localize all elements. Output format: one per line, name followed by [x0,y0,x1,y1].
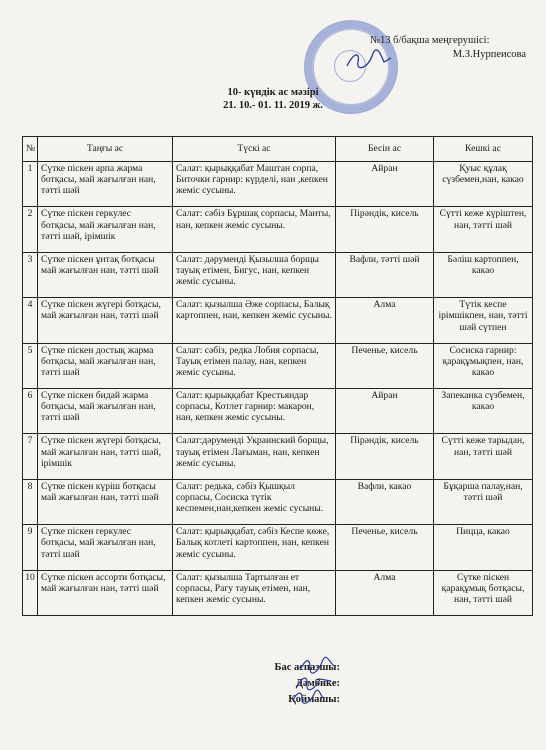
table-row [23,525,533,570]
table-row [23,207,533,252]
lunch-cell: Салат: қырыққабат Крестьяндар сорпасы, Котлет гарнир: макарон, нан, кепкен жеміс сусыны. [173,388,336,433]
header-breakfast: Таңғы ас [38,137,173,162]
table-row [23,298,533,343]
snack-cell: Айран [336,388,434,433]
header-number: № [23,137,38,162]
day-number: 3 [23,252,38,297]
snack-cell: Пірәндік, кисель [336,207,434,252]
day-number: 7 [23,434,38,479]
dinner-cell: Сүтке піскен қарақұмық ботқасы, нан, тәтті шәй [434,570,533,615]
header-lunch: Түскі ас [173,137,336,162]
breakfast-cell: Сүтке піскен күріш ботқасы май жағылған нан, тәтті шәй [38,479,173,524]
day-number: 6 [23,388,38,433]
menu-table [22,136,533,616]
day-number: 10 [23,570,38,615]
day-number: 2 [23,207,38,252]
table-row [23,479,533,524]
lunch-cell: Салат:дәрумендi Украинский борщы, тауық етімен Лағыман, нан, кепкен жеміс сусыны. [173,434,336,479]
dinner-cell: Сүтті кеже тарыдан, нан, тәтті шәй [434,434,533,479]
breakfast-cell: Сүтке піскен ұнтақ ботқасы май жағылған нан, тәтті шәй [38,252,173,297]
header-dinner: Кешкі ас [434,137,533,162]
approval-position: №13 б/бақша меңгерушісі: [370,35,490,46]
snack-cell: Вафли, тәтті шәй [336,252,434,297]
header-row [23,137,533,162]
day-number: 5 [23,343,38,388]
snack-cell: Вафли, какао [336,479,434,524]
snack-cell: Печенье, кисель [336,525,434,570]
day-number: 1 [23,162,38,207]
dinner-cell: Сосиска гарнир: қарақұмықпен, нан, какао [434,343,533,388]
menu-period: 21. 10.- 01. 11. 2019 ж. [223,100,323,111]
lunch-cell: Салат: қырыққабат, сәбіз Кеспе көже, Балық котлеті картоппен, нан, кепкен жеміс сусыны. [173,525,336,570]
breakfast-cell: Сүтке піскен достық жарма ботқасы, май жағылған нан, тәтті шәй [38,343,173,388]
table-row [23,343,533,388]
day-number: 8 [23,479,38,524]
dinner-cell: Қуыс құлақ сүзбемен,нан, какао [434,162,533,207]
lunch-cell: Салат: сәбіз, редка Лобия сорпасы, Тауық етімен палау, нан, кепкен жеміс сусыны. [173,343,336,388]
table-row [23,388,533,433]
lunch-cell: Салат: редька, сәбіз Қышқыл сорпасы, Сосиска түтік кеспемен,нан,кепкен жеміс сусыны. [173,479,336,524]
dinner-cell: Сүтті кеже күріштен, нан, тәтті шәй [434,207,533,252]
lunch-cell: Салат: қызылша Тартылған ет сорпасы, Рагу тауық етімен, нан, кепкен жеміс сусыны. [173,570,336,615]
header-snack: Бесін ас [336,137,434,162]
taster-label: Дәмбике: [295,678,340,689]
breakfast-cell: Сүтке піскен бидай жарма ботқасы, май жағылған нан, тәтті шәй [38,388,173,433]
breakfast-cell: Сүтке піскен ассорти ботқасы, май жағылған нан, тәтті шәй [38,570,173,615]
snack-cell: Печенье, кисель [336,343,434,388]
table-row [23,252,533,297]
breakfast-cell: Сүтке піскен арпа жарма ботқасы, май жағылған нан, тәтті шәй [38,162,173,207]
day-number: 4 [23,298,38,343]
snack-cell: Алма [336,570,434,615]
storekeeper-label: Қоймашы: [288,694,340,705]
dinner-cell: Запеканка сүзбемен, какао [434,388,533,433]
breakfast-cell: Сүтке піскен жүгері ботқасы, май жағылған нан, тәтті шәй [38,298,173,343]
lunch-cell: Салат: дәруменді Қызылша борщы тауық етімен, Бигус, нан, кепкен жеміс сусыны. [173,252,336,297]
lunch-cell: Салат: сәбіз Бұршақ сорпасы, Манты, нан, кепкен жеміс сусыны. [173,207,336,252]
dinner-cell: Бәліш картоппен, какао [434,252,533,297]
snack-cell: Пірәндік, кисель [336,434,434,479]
dinner-cell: Түтік кеспе ірімшікпен, нан, тәтті шәй сүтпен [434,298,533,343]
snack-cell: Алма [336,298,434,343]
day-number: 9 [23,525,38,570]
breakfast-cell: Сүтке піскен геркулес ботқасы, май жағылған нан, тәтті шәй, ірімшік [38,207,173,252]
dinner-cell: Бұқарша палау,нан, тәтті шәй [434,479,533,524]
table-row [23,162,533,207]
table-row [23,434,533,479]
storekeeper-signature [290,688,326,706]
dinner-cell: Пицца, какао [434,525,533,570]
approval-name: М.З.Нурпеисова [452,49,526,60]
breakfast-cell: Сүтке піскен жүгері ботқасы, май жағылған нан, тәтті шәй, ірімшік [38,434,173,479]
lunch-cell: Салат: қырыққабат Маштан сорпа, Биточки гарнир: күрделі, нан ,кепкен жеміс сусыны. [173,162,336,207]
table-row [23,570,533,615]
snack-cell: Айран [336,162,434,207]
approval-block [370,34,540,62]
breakfast-cell: Сүтке піскен геркулес ботқасы, май жағылған нан, тәтті шәй [38,525,173,570]
menu-title: 10- күндік ас мәзірі [227,87,319,98]
head-cook-label: Бас аспазшы: [274,662,340,673]
lunch-cell: Салат: қызылша Әже сорпасы, Балық картоппен, нан, кепкен жеміс сусыны. [173,298,336,343]
